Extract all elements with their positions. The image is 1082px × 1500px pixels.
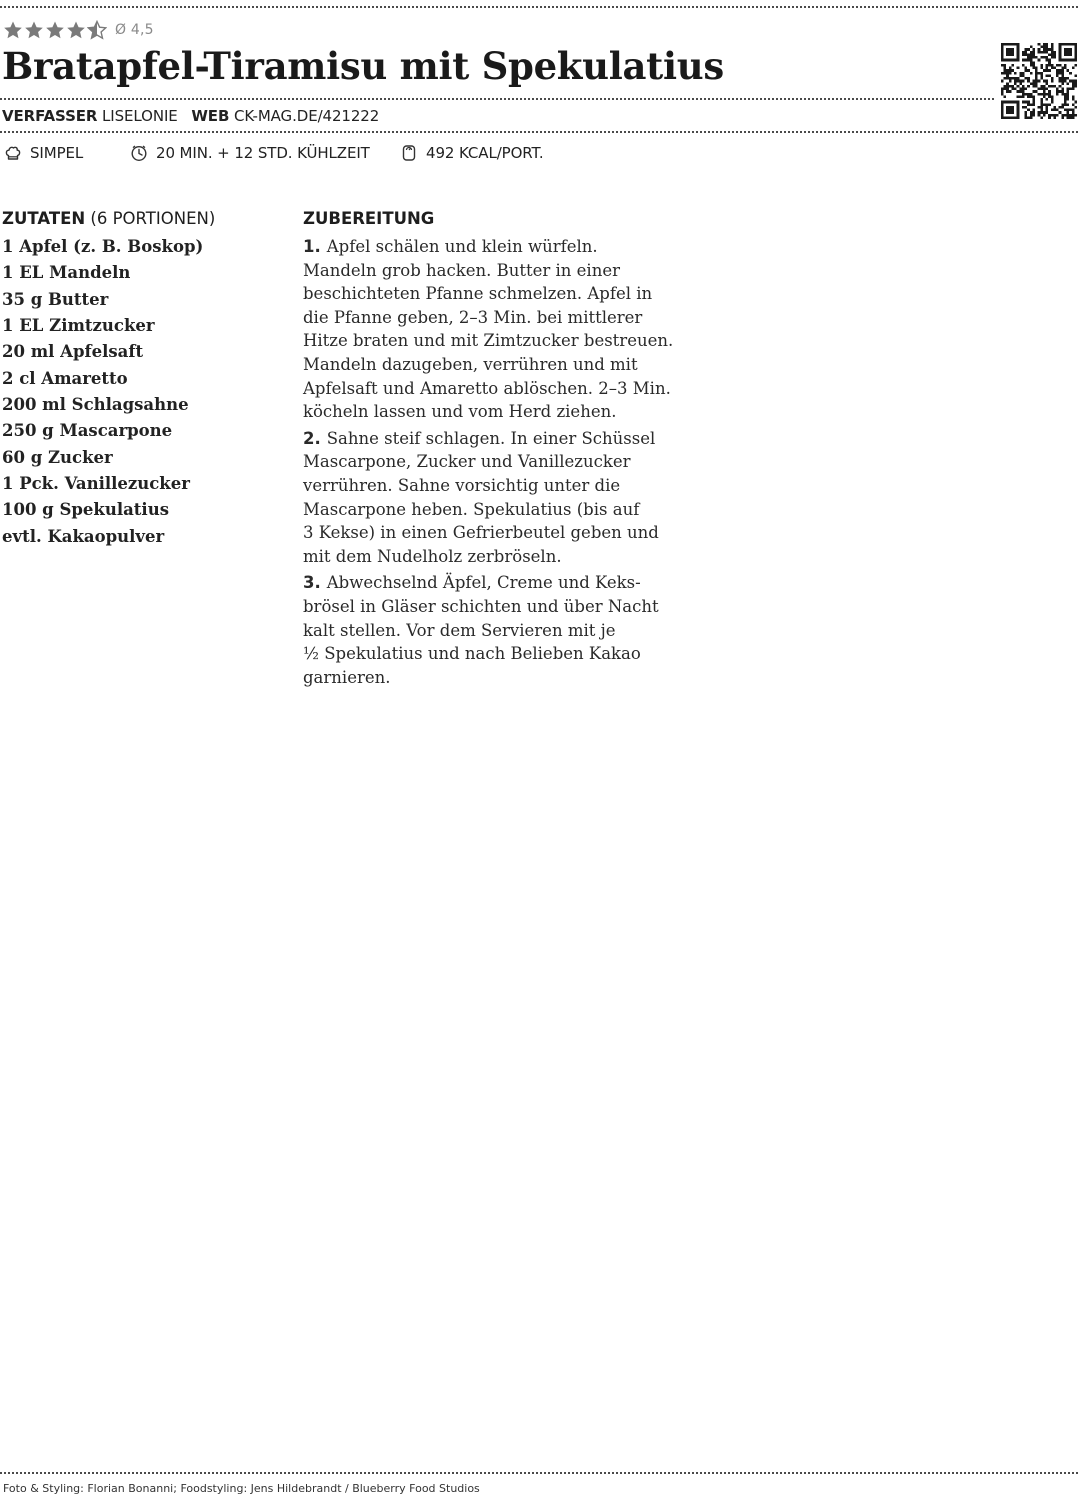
step-text: verrühren. Sahne vorsichtig unter die [303, 475, 621, 495]
step-text: Mandeln grob hacken. Butter in einer [303, 260, 620, 280]
step-line [303, 259, 678, 283]
step-line [303, 642, 678, 666]
preparation-step [303, 571, 678, 689]
step-number: 1. [303, 237, 321, 256]
recipe-title: Bratapfel-Tiramisu mit Spekulatius [2, 44, 724, 88]
step-line [303, 400, 678, 424]
time [130, 144, 370, 162]
ingredient-item: 2 cl Amaretto [2, 368, 128, 388]
author-name: LISELONIE [102, 107, 178, 125]
step-text: Mascarpone, Zucker und Vanillezucker [303, 452, 631, 472]
preparation-step [303, 427, 678, 569]
step-line [303, 377, 678, 401]
recipe-meta [2, 107, 379, 125]
photo-credits: Foto & Styling: Florian Bonanni; Foodstyling: Jens Hildebrandt / Blueberry Food Studios [3, 1482, 480, 1495]
star-half-icon [87, 20, 107, 40]
step-text: kalt stellen. Vor dem Servieren mit je [303, 620, 616, 640]
step-line [303, 474, 678, 498]
footer-dotted-rule [0, 1472, 1078, 1474]
ingredient-item: 1 Pck. Vanillezucker [2, 474, 190, 494]
star-full-icon [66, 20, 86, 40]
step-line [303, 353, 678, 377]
ingredient-item: 200 ml Schlagsahne [2, 395, 189, 415]
step-line [303, 666, 678, 690]
difficulty-text: SIMPEL [30, 144, 84, 162]
step-line [303, 521, 678, 545]
time-text: 20 MIN. + 12 STD. KÜHLZEIT [156, 144, 370, 162]
title-dotted-rule [0, 98, 994, 100]
step-text: Mandeln dazugeben, verrühren und mit [303, 354, 638, 374]
step-line [303, 595, 678, 619]
step-text: ½ Spekulatius und nach Belieben Kakao [303, 644, 641, 664]
ingredient-item: 1 Apfel (z. B. Boskop) [2, 237, 204, 256]
step-text: brösel in Gläser schichten und über Nacht [303, 596, 659, 616]
author-label: VERFASSER [2, 107, 98, 125]
step-text: Mascarpone heben. Spekulatius (bis auf [303, 499, 640, 519]
step-line [303, 545, 678, 569]
ingredient-item: 60 g Zucker [2, 447, 113, 467]
chef-hat-icon [4, 144, 22, 162]
preparation-steps [303, 235, 678, 692]
step-text: 3 Kekse) in einen Gefrierbeutel geben und [303, 523, 659, 543]
web-link[interactable]: CK-MAG.DE/421222 [233, 107, 380, 125]
step-line [303, 427, 678, 451]
rating-value: Ø 4,5 [115, 22, 154, 38]
qr-code-icon[interactable] [1000, 43, 1078, 119]
meta-dotted-rule [0, 131, 1078, 133]
step-line [303, 571, 678, 595]
step-number: 2. [303, 428, 321, 448]
ingredient-item: 20 ml Apfelsaft [2, 342, 144, 362]
ingredient-item: evtl. Kakaopulver [2, 526, 165, 546]
calories-icon [400, 144, 418, 162]
step-text: Hitze braten und mit Zimtzucker bestreuen. [303, 331, 674, 351]
step-line [303, 306, 678, 330]
star-full-icon [3, 20, 23, 40]
difficulty [4, 144, 83, 162]
star-full-icon [24, 20, 44, 40]
clock-icon [130, 144, 148, 162]
step-line [303, 329, 678, 353]
step-text: Apfel schälen und klein würfeln. [326, 237, 598, 256]
ingredient-item: 35 g Butter [2, 289, 109, 309]
step-number: 3. [303, 573, 321, 593]
rating [3, 19, 154, 41]
ingredient-item: 250 g Mascarpone [2, 421, 173, 441]
ingredients-list [2, 234, 203, 550]
step-text: köcheln lassen und vom Herd ziehen. [303, 402, 617, 422]
step-line [303, 498, 678, 522]
calories-text: 492 KCAL/PORT. [426, 144, 544, 162]
star-rating [3, 20, 107, 40]
star-full-icon [45, 20, 65, 40]
step-text: mit dem Nudelholz zerbröseln. [303, 546, 562, 566]
preparation-heading: ZUBEREITUNG [303, 209, 435, 228]
step-text: beschichteten Pfanne schmelzen. Apfel in [303, 284, 653, 304]
step-line [303, 450, 678, 474]
web-label: WEB [191, 107, 230, 125]
step-line [303, 619, 678, 643]
step-line [303, 282, 678, 306]
ingredient-item: 1 EL Zimtzucker [2, 316, 155, 336]
ingredients-portions: (6 PORTIONEN) [90, 209, 216, 228]
ingredient-item: 100 g Spekulatius [2, 500, 169, 520]
step-text: garnieren. [303, 667, 391, 687]
calories [400, 144, 544, 162]
ingredient-item: 1 EL Mandeln [2, 263, 131, 283]
ingredients-title: ZUTATEN [2, 209, 86, 228]
ingredients-heading [2, 209, 215, 228]
top-dotted-rule [0, 6, 1078, 8]
step-text: Abwechselnd Äpfel, Creme und Keks- [326, 573, 641, 593]
step-text: die Pfanne geben, 2–3 Min. bei mittlerer [303, 307, 643, 327]
step-text: Apfelsaft und Amaretto ablöschen. 2–3 Min. [303, 378, 671, 398]
preparation-step [303, 235, 678, 424]
step-line [303, 235, 678, 259]
step-text: Sahne steif schlagen. In einer Schüssel [326, 428, 656, 448]
